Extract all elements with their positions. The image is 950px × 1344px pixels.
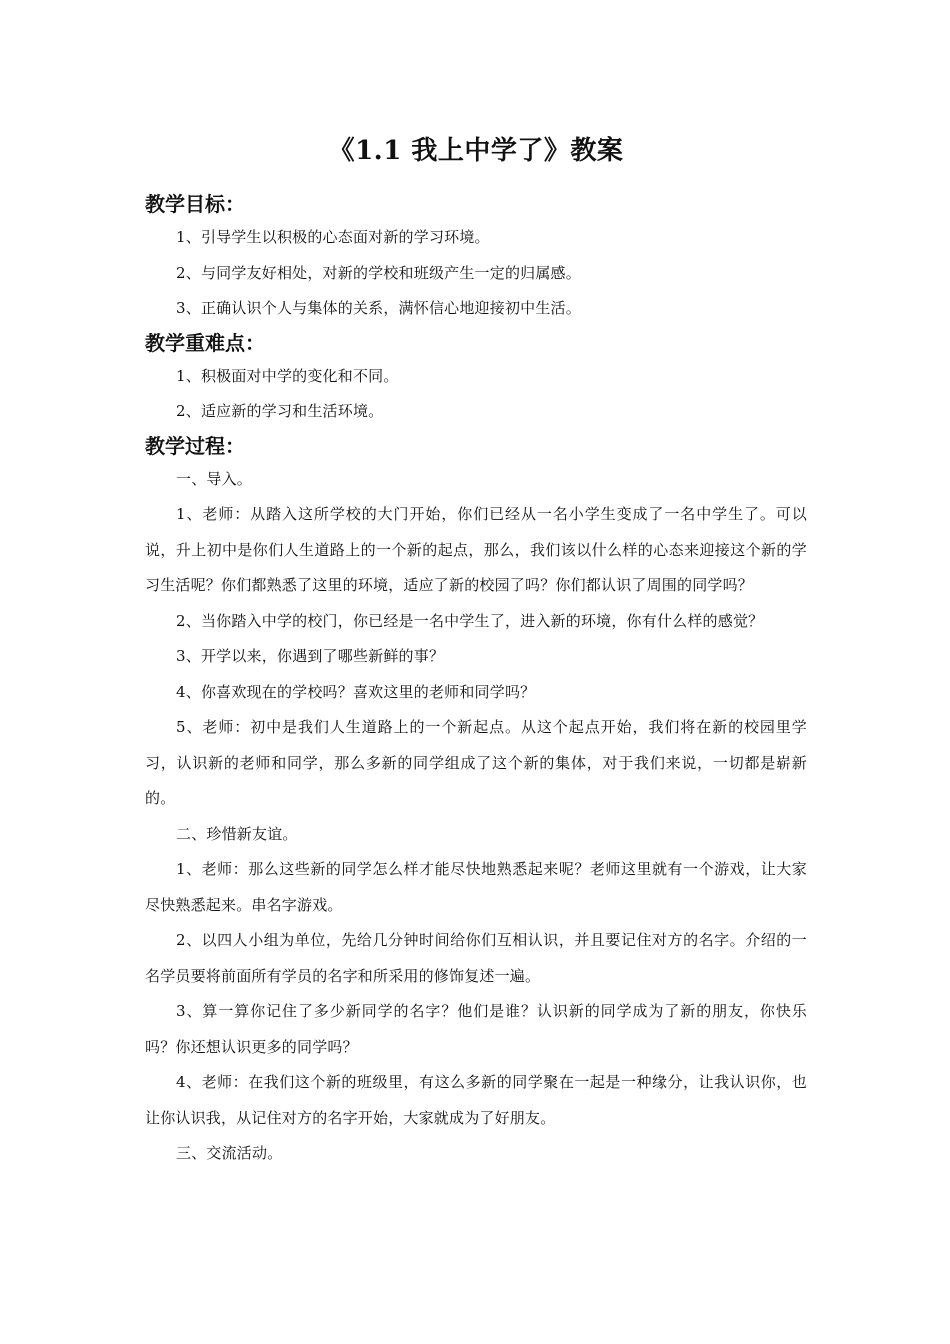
paragraph: 3、算一算你记住了多少新同学的名字？他们是谁？认识新的同学成为了新的朋友，你快乐吗？你还想认识更多的同学吗？ xyxy=(145,1002,807,1056)
paragraph: 1、老师：那么这些新的同学怎么样才能尽快地熟悉起来呢？老师这里就有一个游戏，让大家尽快熟悉起来。串名字游戏。 xyxy=(145,860,807,914)
paragraph-list xyxy=(145,359,807,430)
section-teaching-process xyxy=(145,430,807,1172)
paragraph: 三、交流活动。 xyxy=(176,1144,283,1162)
document-title: 《1.1 我上中学了》教案 xyxy=(328,136,624,166)
paragraph: 二、珍惜新友谊。 xyxy=(176,824,298,843)
paragraph: 1、积极面对中学的变化和不同。 xyxy=(176,366,399,385)
paragraph: 3、正确认识个人与集体的关系，满怀信心地迎接初中生活。 xyxy=(176,299,581,317)
paragraph: 3、开学以来，你遇到了哪些新鲜的事？ xyxy=(176,647,445,665)
paragraph-list xyxy=(145,462,807,1172)
paragraph: 5、老师：初中是我们人生道路上的一个新起点。从这个起点开始，我们将在新的校园里学习，认识新的老师和同学，那么多新的同学组成了这个新的集体，对于我们来说，一切都是崭新的。 xyxy=(145,718,807,807)
paragraph: 1、老师：从踏入这所学校的大门开始，你们已经从一名小学生变成了一名中学生了。可以说，升上初中是你们人生道路上的一个新的起点，那么，我们该以什么样的心态来迎接这个新的学习生活呢？你们都熟悉了这里的环境，适应了新的校园了吗？你们都认识了周围的同学吗？ xyxy=(145,505,807,594)
paragraph: 2、以四人小组为单位，先给几分钟时间给你们互相认识，并且要记住对方的名字。介绍的一名学员要将前面所有学员的名字和所采用的修饰复述一遍。 xyxy=(145,931,807,985)
paragraph: 1、引导学生以积极的心态面对新的学习环境。 xyxy=(176,228,490,246)
paragraph: 一、导入。 xyxy=(176,469,253,488)
paragraph-list xyxy=(145,220,807,327)
section-heading: 教学过程： xyxy=(145,433,245,458)
section-heading: 教学重难点： xyxy=(145,330,265,355)
paragraph: 2、当你踏入中学的校门，你已经是一名中学生了，进入新的环境，你有什么样的感觉？ xyxy=(176,611,764,630)
section-teaching-objectives xyxy=(145,188,807,327)
paragraph: 4、老师：在我们这个新的班级里，有这么多新的同学聚在一起是一种缘分，让我认识你，也让你认识我，从记住对方的名字开始，大家就成为了好朋友。 xyxy=(145,1073,807,1127)
paragraph: 4、你喜欢现在的学校吗？喜欢这里的老师和同学吗？ xyxy=(176,682,536,701)
paragraph: 2、与同学友好相处，对新的学校和班级产生一定的归属感。 xyxy=(176,263,581,282)
paragraph: 2、适应新的学习和生活环境。 xyxy=(176,402,384,420)
section-key-difficult-points xyxy=(145,327,807,430)
section-heading: 教学目标： xyxy=(145,192,245,216)
document-body xyxy=(145,132,807,1172)
